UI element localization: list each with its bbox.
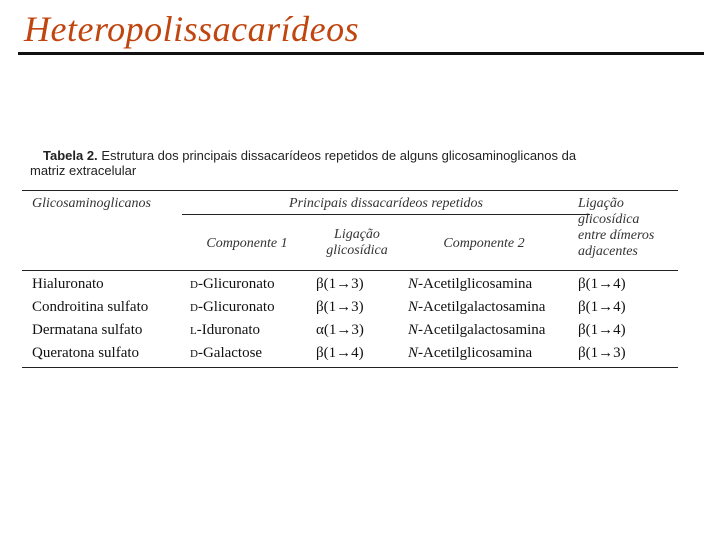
row-ligacao-adjacente: β(1→4) bbox=[578, 322, 626, 338]
row-ligacao: α(1→3) bbox=[316, 322, 364, 338]
row-name: Dermatana sulfato bbox=[32, 322, 143, 338]
header-adj-line-1: Ligação bbox=[578, 196, 624, 211]
header-adj-line-3: entre dímeros bbox=[578, 228, 655, 243]
row-ligacao-adjacente: β(1→4) bbox=[578, 299, 626, 315]
slide-title: Heteropolissacarídeos bbox=[24, 9, 360, 49]
header-adj-line-2: glicosídica bbox=[578, 212, 640, 227]
row-componente-2: N-Acetilgalactosamina bbox=[408, 322, 546, 338]
row-componente-1: D-Galactose bbox=[190, 345, 263, 361]
row-name: Queratona sulfato bbox=[32, 345, 140, 361]
header-principais-dissacarideos: Principais dissacarídeos repetidos bbox=[289, 196, 483, 211]
row-componente-1: D-Glicuronato bbox=[190, 276, 275, 292]
header-glicosaminoglicanos: Glicosaminoglicanos bbox=[32, 196, 151, 211]
row-name: Hialuronato bbox=[32, 276, 104, 292]
row-ligacao: β(1→3) bbox=[316, 299, 364, 315]
row-ligacao-adjacente: β(1→3) bbox=[578, 345, 626, 361]
header-componente-1: Componente 1 bbox=[206, 236, 288, 251]
header-ligacao-line-1: Ligação bbox=[334, 227, 380, 242]
row-componente-2: N-Acetilglicosamina bbox=[408, 345, 533, 361]
table-bottom-rule bbox=[22, 367, 678, 368]
row-componente-2: N-Acetilglicosamina bbox=[408, 276, 533, 292]
caption-text-1: Estrutura dos principais dissacarídeos repetidos de alguns glicosaminoglicanos da bbox=[101, 148, 577, 163]
row-name: Condroitina sulfato bbox=[32, 299, 149, 315]
title-divider bbox=[18, 52, 704, 55]
caption-line-1 bbox=[30, 148, 670, 163]
header-bottom-rule bbox=[22, 270, 678, 271]
header-ligacao-adjacentes bbox=[578, 196, 674, 260]
header-componente-2: Componente 2 bbox=[443, 236, 525, 251]
header-ligacao-line-2: glicosídica bbox=[326, 243, 388, 258]
table-caption bbox=[30, 148, 670, 178]
row-componente-1: D-Glicuronato bbox=[190, 299, 275, 315]
row-componente-2: N-Acetilgalactosamina bbox=[408, 299, 546, 315]
row-ligacao-adjacente: β(1→4) bbox=[578, 276, 626, 292]
caption-text-2: matriz extracelular bbox=[30, 163, 137, 178]
row-ligacao: β(1→3) bbox=[316, 276, 364, 292]
row-ligacao: β(1→4) bbox=[316, 345, 364, 361]
caption-label: Tabela 2. bbox=[43, 148, 98, 163]
table-top-rule bbox=[22, 190, 678, 191]
header-ligacao-glicosidica bbox=[312, 227, 402, 259]
row-componente-1: L-Iduronato bbox=[190, 322, 261, 338]
header-adj-line-4: adjacentes bbox=[578, 244, 638, 259]
disaccharide-table bbox=[22, 190, 678, 368]
group-header-rule bbox=[182, 214, 590, 215]
